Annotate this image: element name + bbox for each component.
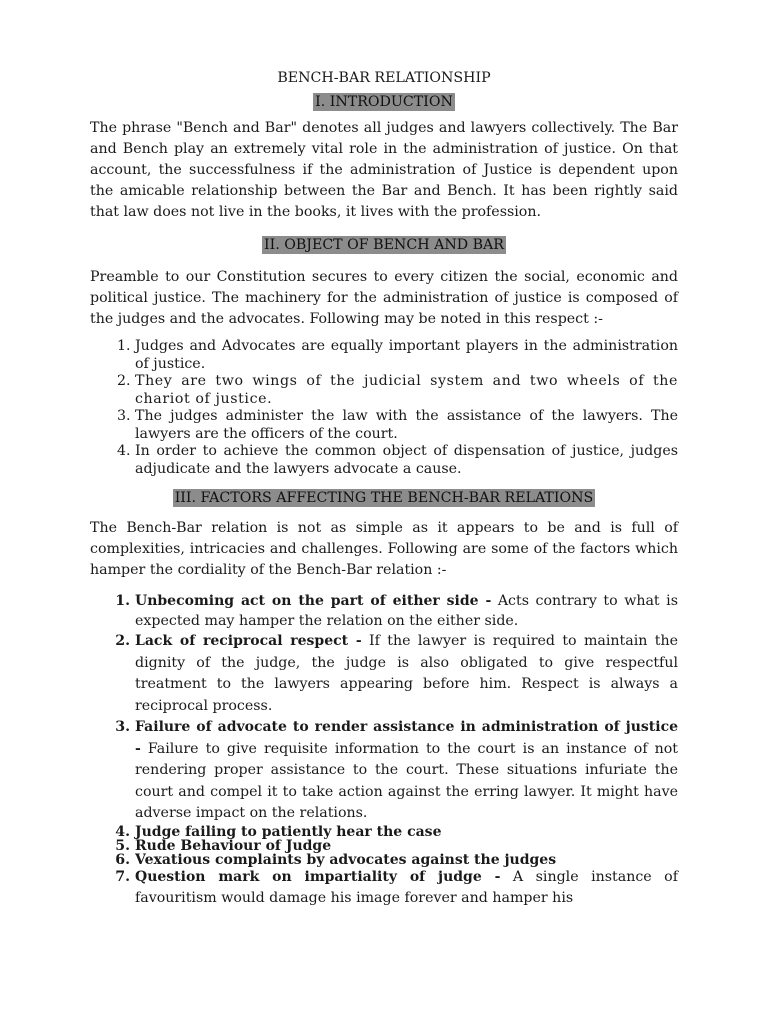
list-item: 2. Lack of reciprocal respect - If the lawyer is required to maintain the dignity of the judge, the judge is also obligated to give respectful treatment to the lawyers appearing before him. Respect is always a reciprocal process. <box>135 631 678 717</box>
section-paragraph: The phrase "Bench and Bar" denotes all judges and lawyers collectively. The Bar and Bench play an extremely vital role in the administration of justice. On that account, the successfulness if the administration of Justice is dependent upon the amicable relationship between the Bar and Bench. It has been rightly said that law does not live in the books, it lives with the profession. <box>90 120 678 220</box>
section-paragraph: Preamble to our Constitution secures to every citizen the social, economic and political justice. The machinery for the administration of justice is composed of the judges and the advocates. Following may be noted in this respect :- <box>90 269 678 327</box>
list-item: 7. Question mark on impartiality of judge - A single instance of favouritism would damage his image forever and hamper his <box>135 867 678 910</box>
list-item: 5. Rude Behaviour of Judge <box>135 839 678 853</box>
list-item: 1. Judges and Advocates are equally important players in the administration of justice. <box>135 338 678 373</box>
document-page <box>90 68 678 910</box>
list-item: 3. The judges administer the law with the assistance of the lawyers. The lawyers are the officers of the court. <box>135 408 678 443</box>
section-paragraph: The Bench-Bar relation is not as simple as it appears to be and is full of complexities, intricacies and challenges. Following are some of the factors which hamper the cordiality of the Bench-Bar relation :- <box>90 520 678 578</box>
section-factors <box>90 488 678 910</box>
section-object <box>90 235 678 478</box>
list-item: 4. In order to achieve the common object of dispensation of justice, judges adjudicate and the lawyers advocate a cause. <box>135 443 678 478</box>
list-item: 3. Failure of advocate to render assistance in administration of justice - Failure to give requisite information to the court is an instance of not rendering proper assistance to the court. These situations infuriate the court and compel it to take action against the erring lawyer. It might have adverse impact on the relations. <box>135 717 678 825</box>
list-item: 6. Vexatious complaints by advocates against the judges <box>135 853 678 867</box>
list-item: 2. They are two wings of the judicial system and two wheels of the chariot of justice. <box>135 373 678 408</box>
factors-list <box>90 591 678 910</box>
section-heading: I. INTRODUCTION <box>315 94 453 110</box>
section-introduction <box>90 92 678 223</box>
document-title: BENCH-BAR RELATIONSHIP <box>277 70 491 86</box>
list-item: 1. Unbecoming act on the part of either side - Acts contrary to what is expected may hamper the relation on the either side. <box>135 591 678 631</box>
section-heading: III. FACTORS AFFECTING THE BENCH-BAR RELATIONS <box>174 490 594 506</box>
object-list <box>90 338 678 478</box>
section-heading: II. OBJECT OF BENCH AND BAR <box>264 237 504 253</box>
list-item: 4. Judge failing to patiently hear the case <box>135 825 678 839</box>
